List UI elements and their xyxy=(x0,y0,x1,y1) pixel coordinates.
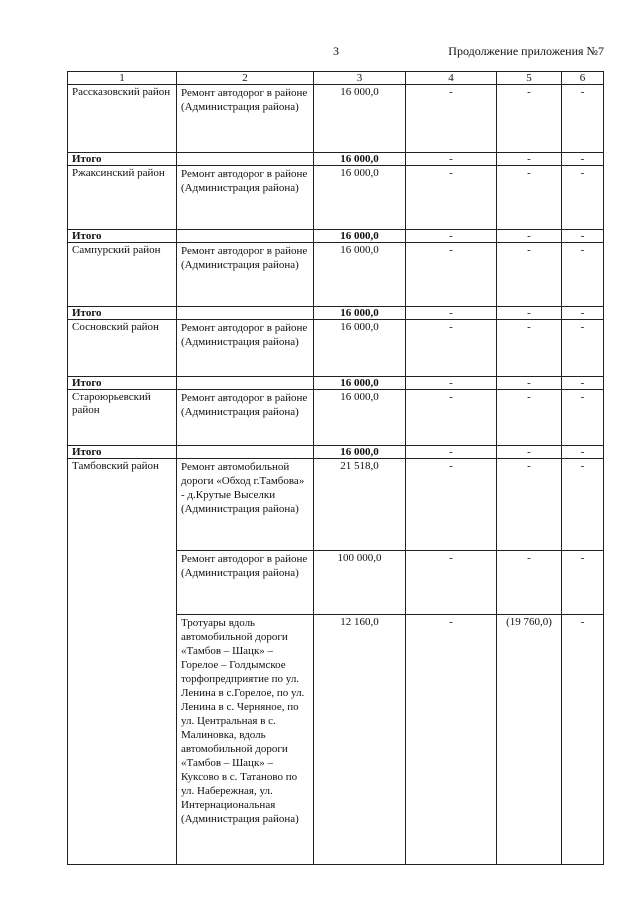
empty-value: - xyxy=(562,615,604,865)
empty-value: - xyxy=(562,551,604,615)
empty-value: - xyxy=(497,243,562,307)
empty-value: - xyxy=(497,377,562,390)
column-number: 1 xyxy=(68,72,177,85)
project-description: Ремонт автодорог в районе (Администрация района) xyxy=(177,243,314,307)
total-row xyxy=(68,377,604,390)
total-amount: 16 000,0 xyxy=(314,153,406,166)
empty-cell xyxy=(177,446,314,459)
empty-value: - xyxy=(406,459,497,551)
empty-value: - xyxy=(406,320,497,377)
amount-cell: (19 760,0) xyxy=(497,615,562,865)
amount-cell: 16 000,0 xyxy=(314,85,406,153)
amount-cell: 16 000,0 xyxy=(314,166,406,230)
total-amount: 16 000,0 xyxy=(314,307,406,320)
total-amount: 16 000,0 xyxy=(314,377,406,390)
amount-cell: 16 000,0 xyxy=(314,390,406,446)
empty-value: - xyxy=(406,615,497,865)
table-row xyxy=(68,390,604,446)
empty-value: - xyxy=(497,459,562,551)
total-amount: 16 000,0 xyxy=(314,446,406,459)
table-row xyxy=(68,166,604,230)
total-row xyxy=(68,446,604,459)
empty-value: - xyxy=(406,446,497,459)
total-label: Итого xyxy=(68,153,177,166)
empty-value: - xyxy=(406,153,497,166)
empty-value: - xyxy=(497,153,562,166)
empty-value: - xyxy=(562,320,604,377)
project-description: Ремонт автодорог в районе (Администрация района) xyxy=(177,85,314,153)
empty-value: - xyxy=(497,320,562,377)
column-number: 6 xyxy=(562,72,604,85)
region-name: Староюрьевский район xyxy=(68,390,177,446)
empty-value: - xyxy=(406,230,497,243)
empty-value: - xyxy=(562,377,604,390)
empty-cell xyxy=(177,153,314,166)
total-row xyxy=(68,230,604,243)
empty-value: - xyxy=(497,166,562,230)
table-row xyxy=(68,243,604,307)
empty-value: - xyxy=(497,85,562,153)
column-number: 4 xyxy=(406,72,497,85)
region-name: Ржаксинский район xyxy=(68,166,177,230)
table-row xyxy=(68,320,604,377)
empty-value: - xyxy=(497,446,562,459)
empty-value: - xyxy=(497,230,562,243)
project-description: Ремонт автодорог в районе (Администрация района) xyxy=(177,320,314,377)
empty-value: - xyxy=(562,446,604,459)
column-number: 5 xyxy=(497,72,562,85)
page-number: 3 xyxy=(333,44,339,58)
empty-value: - xyxy=(562,390,604,446)
column-number: 3 xyxy=(314,72,406,85)
empty-value: - xyxy=(406,307,497,320)
project-description: Ремонт автодорог в районе (Администрация района) xyxy=(177,390,314,446)
empty-value: - xyxy=(497,551,562,615)
empty-value: - xyxy=(562,166,604,230)
empty-value: - xyxy=(562,307,604,320)
amount-cell: 12 160,0 xyxy=(314,615,406,865)
amount-cell: 16 000,0 xyxy=(314,320,406,377)
column-number: 2 xyxy=(177,72,314,85)
amount-cell: 16 000,0 xyxy=(314,243,406,307)
empty-value: - xyxy=(562,230,604,243)
column-number-row xyxy=(68,72,604,85)
total-label: Итого xyxy=(68,377,177,390)
total-amount: 16 000,0 xyxy=(314,230,406,243)
total-row xyxy=(68,153,604,166)
empty-value: - xyxy=(406,166,497,230)
total-row xyxy=(68,307,604,320)
empty-value: - xyxy=(497,390,562,446)
empty-value: - xyxy=(562,459,604,551)
empty-value: - xyxy=(406,390,497,446)
table-row xyxy=(68,459,604,551)
region-name: Тамбовский район xyxy=(68,459,177,865)
empty-value: - xyxy=(406,551,497,615)
empty-cell xyxy=(177,230,314,243)
budget-table xyxy=(67,71,604,865)
region-name: Сосновский район xyxy=(68,320,177,377)
empty-value: - xyxy=(406,85,497,153)
amount-cell: 21 518,0 xyxy=(314,459,406,551)
empty-value: - xyxy=(497,307,562,320)
table-row xyxy=(68,85,604,153)
empty-value: - xyxy=(562,153,604,166)
appendix-note: Продолжение приложения №7 xyxy=(448,44,604,58)
total-label: Итого xyxy=(68,307,177,320)
total-label: Итого xyxy=(68,230,177,243)
amount-cell: 100 000,0 xyxy=(314,551,406,615)
project-description: Ремонт автодорог в районе (Администрация района) xyxy=(177,166,314,230)
empty-value: - xyxy=(406,377,497,390)
empty-cell xyxy=(177,377,314,390)
empty-value: - xyxy=(562,243,604,307)
project-description: Ремонт автодорог в районе (Администрация района) xyxy=(177,551,314,615)
total-label: Итого xyxy=(68,446,177,459)
project-description: Тротуары вдоль автомобильной дороги «Тамбов – Шацк» – Горелое – Голдымское торфопредприятие по ул. Ленина в с.Горелое, по ул. Ленина в с. Черняное, по ул. Центральная в с. Малиновка, вдоль автомобильной дороги «Тамбов – Шацк» – Куксово в с. Татаново по ул. Набережная, ул. Интернациональная (Администрация района) xyxy=(177,615,314,865)
empty-value: - xyxy=(562,85,604,153)
empty-cell xyxy=(177,307,314,320)
project-description: Ремонт автомобильной дороги «Обход г.Тамбова» - д.Крутые Выселки (Администрация района) xyxy=(177,459,314,551)
empty-value: - xyxy=(406,243,497,307)
region-name: Сампурский район xyxy=(68,243,177,307)
region-name: Рассказовский район xyxy=(68,85,177,153)
